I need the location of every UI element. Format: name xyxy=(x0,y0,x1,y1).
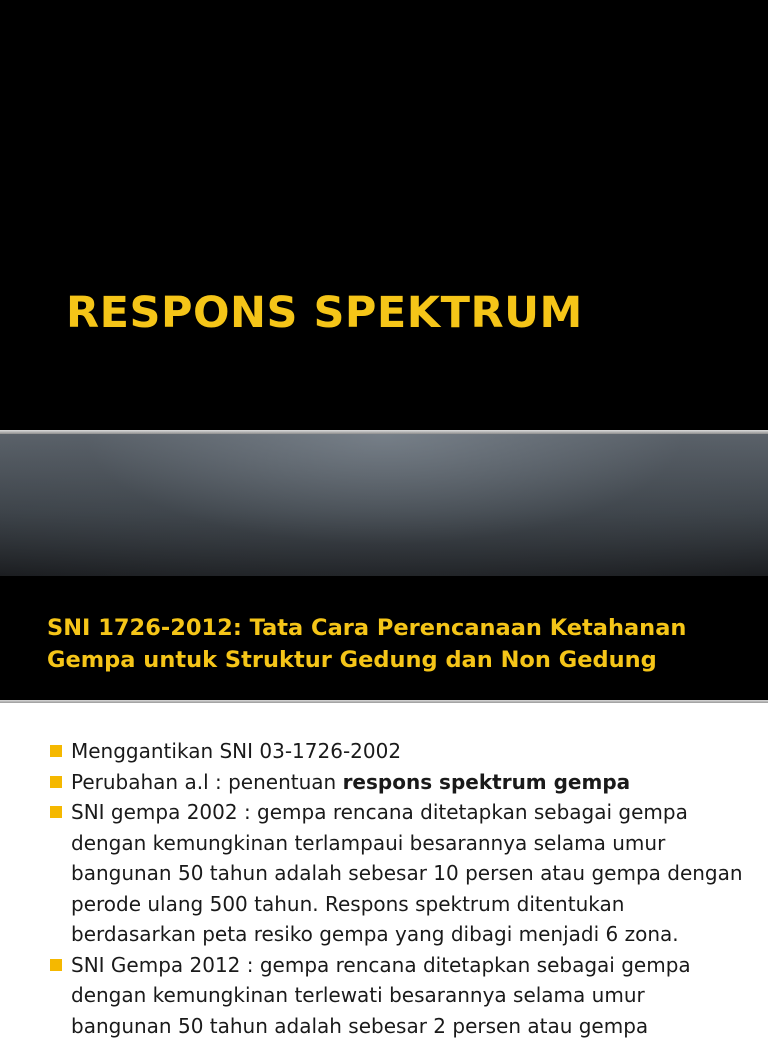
square-bullet-icon xyxy=(50,806,62,818)
bullet-text: SNI gempa 2002 : gempa rencana ditetapkan sebagai gempa dengan kemungkinan terlampaui besarannya selama umur bangunan 50 tahun adalah sebesar 10 persen atau gempa dengan perode ulang 500 tahun. Respons spektrum ditentukan berdasarkan peta resiko gempa yang dibagi menjadi 6 zona. xyxy=(71,800,743,946)
content-slide-title: SNI 1726-2012: Tata Cara Perencanaan Ketahanan Gempa untuk Struktur Gedung dan Non Gedung xyxy=(47,612,737,676)
list-item xyxy=(50,767,750,798)
bullet-text-bold: respons spektrum gempa xyxy=(343,770,631,794)
bullet-text: Perubahan a.l : penentuan xyxy=(71,770,343,794)
square-bullet-icon xyxy=(50,776,62,788)
header-divider xyxy=(0,700,768,703)
list-item xyxy=(50,736,750,767)
bullet-list xyxy=(50,736,750,1041)
list-item xyxy=(50,797,750,950)
list-item xyxy=(50,950,750,1041)
bullet-text: SNI Gempa 2012 : gempa rencana ditetapkan sebagai gempa dengan kemungkinan terlewati besarannya selama umur bangunan 50 tahun adalah sebesar 2 persen atau gempa xyxy=(71,953,691,1038)
bullet-text: Menggantikan SNI 03-1726-2002 xyxy=(71,739,401,763)
title-slide xyxy=(0,0,768,430)
slide-title: RESPONS SPEKTRUM xyxy=(66,288,583,338)
square-bullet-icon xyxy=(50,959,62,971)
gradient-band xyxy=(0,434,768,576)
square-bullet-icon xyxy=(50,745,62,757)
